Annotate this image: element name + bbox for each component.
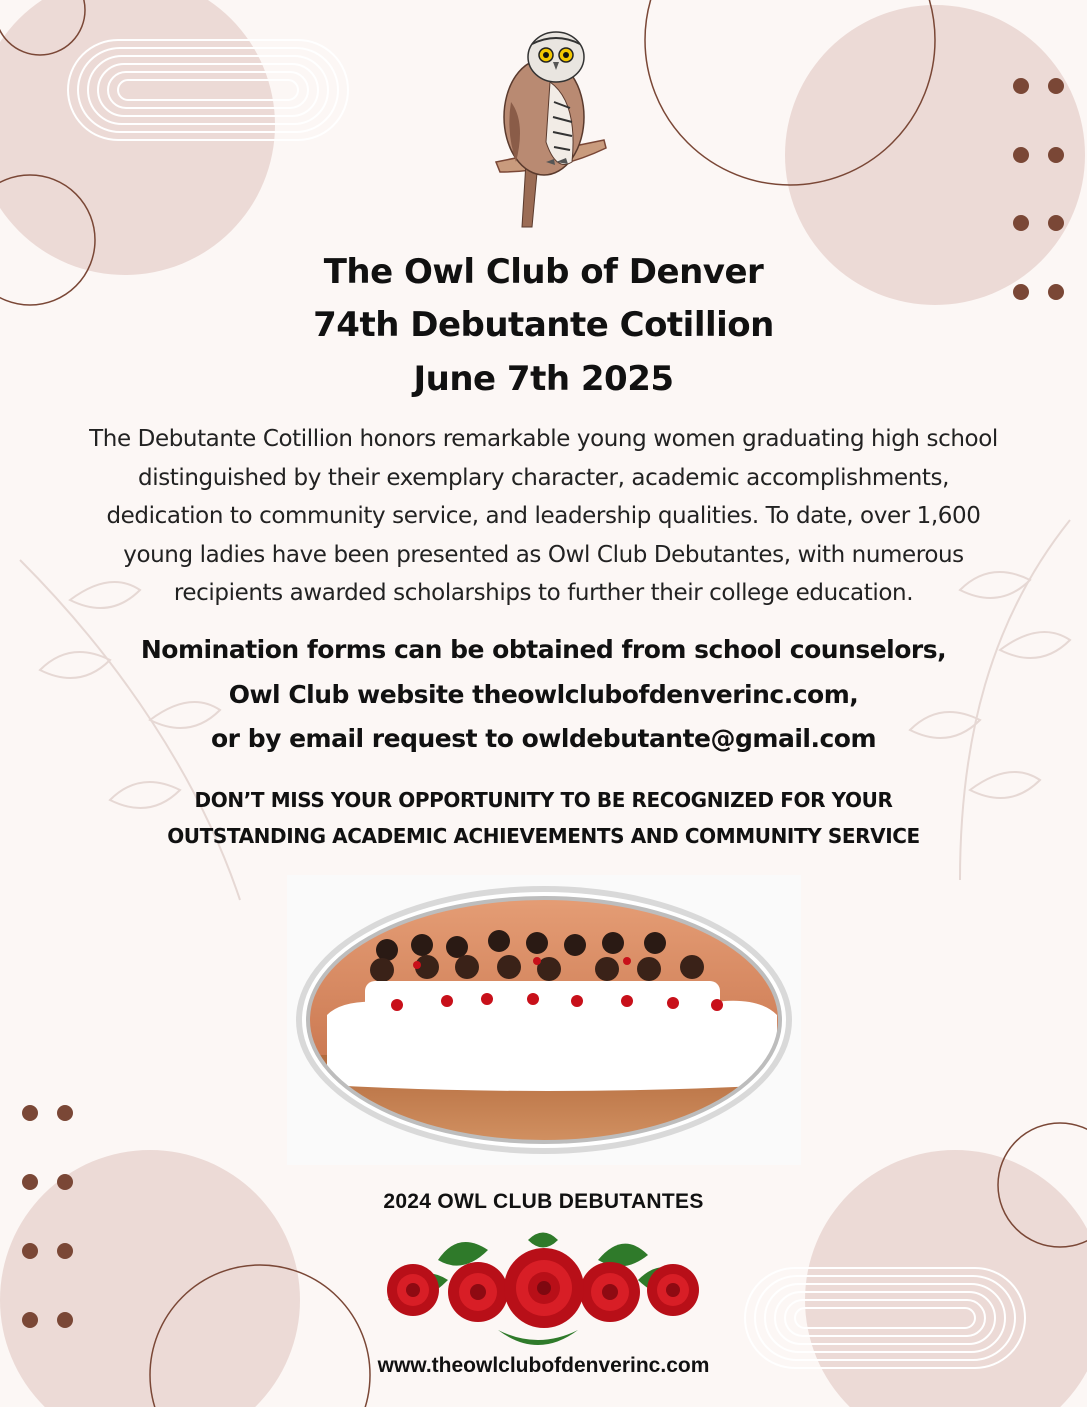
- debutantes-group-photo: [287, 875, 801, 1165]
- description-line: recipients awarded scholarships to further their college education.: [173, 580, 914, 606]
- footer-website-link[interactable]: www.theowlclubofdenverinc.com: [377, 1354, 710, 1377]
- description-line: distinguished by their exemplary character, academic accomplishments,: [138, 464, 949, 491]
- title-event-name: 74th Debutante Cotillion: [313, 305, 774, 345]
- description-line: dedication to community service, and leadership qualities. To date, over 1,600: [106, 503, 981, 529]
- title-event-date: June 7th 2025: [413, 359, 674, 399]
- cta-line-2: OUTSTANDING ACADEMIC ACHIEVEMENTS AND COMMUNITY SERVICE: [167, 824, 920, 848]
- owl-logo-icon: [486, 22, 610, 232]
- nomination-line-email: or by email request to owldebutante@gmail.com: [210, 724, 877, 753]
- red-roses-icon: [378, 1230, 708, 1355]
- description-line: The Debutante Cotillion honors remarkable young women graduating high school: [89, 426, 998, 452]
- description-line: young ladies have been presented as Owl Club Debutantes, with numerous: [123, 541, 964, 568]
- nomination-line-1: Nomination forms can be obtained from school counselors,: [140, 635, 947, 664]
- title-club-name: The Owl Club of Denver: [323, 252, 764, 292]
- cta-line-1: DON’T MISS YOUR OPPORTUNITY TO BE RECOGNIZED FOR YOUR: [194, 788, 893, 812]
- photo-caption: 2024 OWL CLUB DEBUTANTES: [383, 1190, 704, 1213]
- description-paragraph: [40, 420, 1047, 613]
- nomination-line-website: Owl Club website theowlclubofdenverinc.com,: [228, 680, 859, 709]
